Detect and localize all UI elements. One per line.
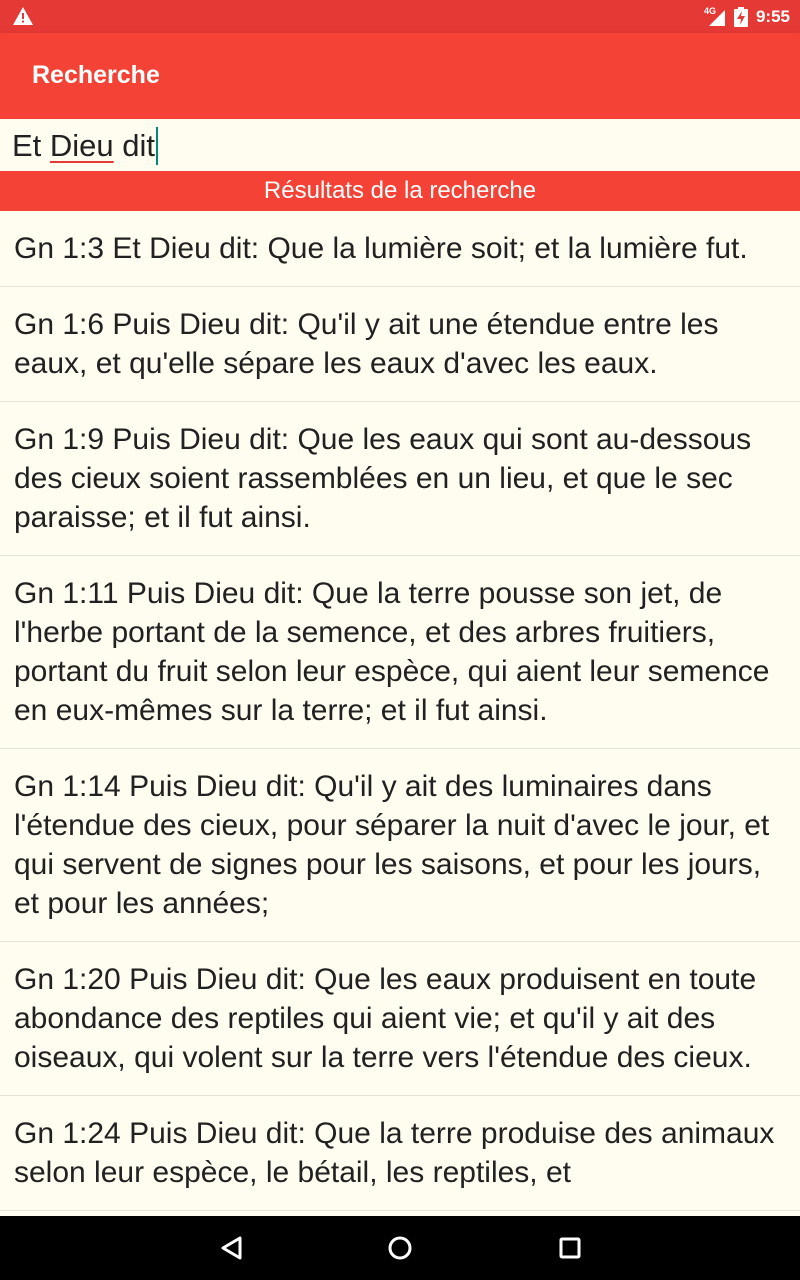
result-item[interactable]: Gn 1:14 Puis Dieu dit: Qu'il y ait des luminaires dans l'étendue des cieux, pour séparer la nuit d'avec le jour, et qui servent de signes pour les saisons, et pour les jours, et pour les années;: [0, 749, 800, 942]
results-header: Résultats de la recherche: [0, 171, 800, 211]
result-item[interactable]: Gn 1:11 Puis Dieu dit: Que la terre pousse son jet, de l'herbe portant de la semence, et des arbres fruitiers, portant du fruit selon leur espèce, qui aient leur semence en eux-mêmes sur la terre; et il fut ainsi.: [0, 556, 800, 749]
search-query[interactable]: [12, 128, 158, 165]
back-triangle-icon[interactable]: [212, 1228, 252, 1268]
navigation-bar: [0, 1216, 800, 1280]
clock: 9:55: [755, 6, 790, 26]
query-text-end: dit: [113, 128, 156, 163]
result-item[interactable]: Gn 1:24 Puis Dieu dit: Que la terre produise des animaux selon leur espèce, le bétail, les reptiles, et: [0, 1096, 800, 1211]
result-item[interactable]: Gn 1:20 Puis Dieu dit: Que les eaux produisent en toute abondance des reptiles qui aient vie; et qu'il y ait des oiseaux, qui volent sur la terre vers l'étendue des cieux.: [0, 942, 800, 1096]
result-item[interactable]: Gn 1:3 Et Dieu dit: Que la lumière soit; et la lumière fut.: [0, 211, 800, 287]
status-bar: [0, 0, 800, 33]
search-input[interactable]: [0, 119, 800, 171]
page-title: Recherche: [32, 61, 160, 89]
warning-triangle-icon: [12, 6, 34, 26]
recents-square-icon[interactable]: [550, 1228, 590, 1268]
cell-signal-icon: [704, 7, 726, 27]
app-bar: [0, 33, 800, 119]
result-item[interactable]: Gn 1:9 Puis Dieu dit: Que les eaux qui sont au-dessous des cieux soient rassemblées en un lieu, et que le sec paraisse; et il fut ainsi.: [0, 402, 800, 556]
home-circle-icon[interactable]: [380, 1228, 420, 1268]
text-caret: [156, 127, 158, 165]
battery-charging-icon: [734, 7, 748, 27]
query-text-start: Et: [12, 128, 50, 163]
network-type-label: 4G: [703, 5, 716, 16]
result-item[interactable]: Gn 1:6 Puis Dieu dit: Qu'il y ait une étendue entre les eaux, et qu'elle sépare les eaux d'avec les eaux.: [0, 287, 800, 402]
query-text-misspelled-word: Dieu: [49, 128, 114, 163]
results-list[interactable]: [0, 211, 800, 1216]
